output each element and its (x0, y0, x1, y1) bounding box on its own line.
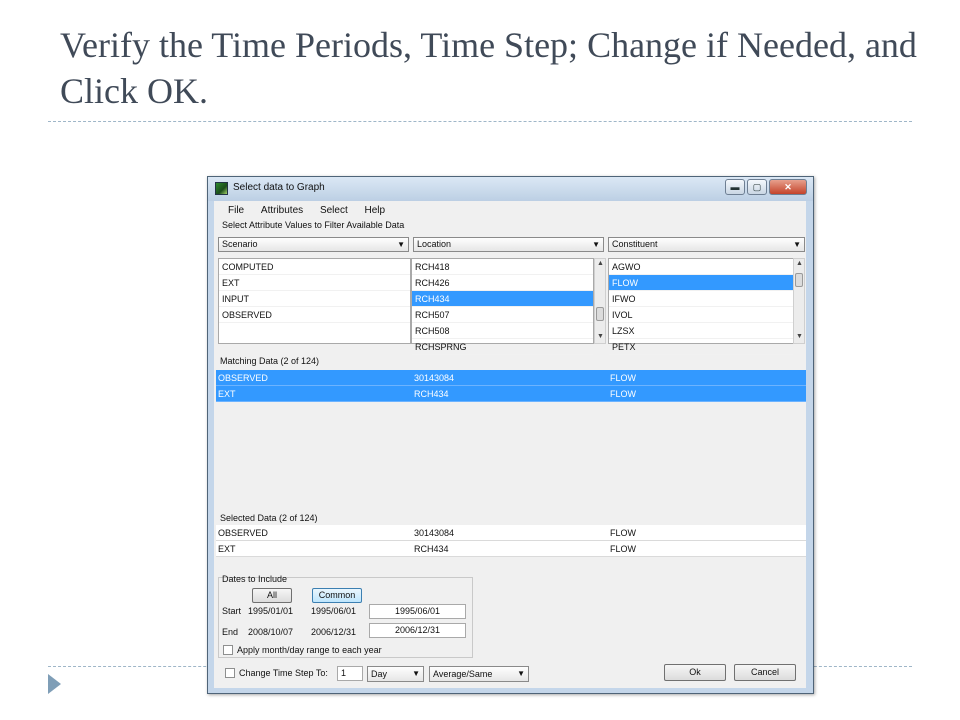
bullet-arrow-icon (48, 674, 61, 694)
constituent-dropdown-label: Constituent (612, 239, 658, 249)
select-data-dialog (207, 176, 814, 694)
chevron-down-icon: ▼ (397, 240, 405, 249)
constituent-dropdown[interactable] (608, 237, 805, 252)
chevron-down-icon: ▼ (517, 669, 525, 678)
chevron-down-icon: ▼ (592, 240, 600, 249)
selected-data-label: Selected Data (2 of 124) (220, 513, 318, 523)
menu-bar (214, 205, 385, 219)
title-bar[interactable] (208, 177, 813, 201)
scenario-list[interactable] (218, 258, 411, 344)
change-timestep-label: Change Time Step To: (239, 668, 328, 678)
menu-select[interactable]: Select (319, 205, 348, 216)
location-dropdown[interactable] (413, 237, 604, 252)
table-row[interactable] (216, 370, 806, 386)
cell-constituent: FLOW (610, 373, 636, 383)
scenario-dropdown[interactable] (218, 237, 409, 252)
constituent-item[interactable]: AGWO (609, 259, 793, 275)
constituent-item[interactable]: PETX (609, 339, 793, 355)
start-all-date: 1995/01/01 (248, 606, 294, 616)
constituent-item[interactable]: IVOL (609, 307, 793, 323)
scroll-thumb[interactable] (596, 307, 604, 321)
ok-button[interactable]: Ok (664, 664, 726, 681)
menu-help[interactable]: Help (364, 205, 386, 216)
cell-constituent: FLOW (610, 528, 636, 538)
cell-constituent: FLOW (610, 544, 636, 554)
table-row[interactable] (216, 386, 806, 402)
close-button[interactable]: ✕ (769, 179, 807, 195)
timestep-value-field[interactable]: 1 (337, 666, 363, 681)
cell-location: RCH434 (414, 544, 449, 554)
scroll-up-icon[interactable]: ▲ (597, 260, 604, 267)
start-label: Start (222, 606, 242, 616)
location-item[interactable]: RCHSPRNG (412, 339, 593, 355)
cell-constituent: FLOW (610, 389, 636, 399)
apply-range-label: Apply month/day range to each year (237, 645, 382, 655)
timestep-unit-dropdown[interactable] (367, 666, 424, 682)
end-common-date: 2006/12/31 (311, 627, 357, 637)
location-item[interactable]: RCH426 (412, 275, 593, 291)
constituent-item[interactable]: IFWO (609, 291, 793, 307)
start-common-date: 1995/06/01 (311, 606, 357, 616)
constituent-item-selected[interactable]: FLOW (609, 275, 793, 291)
scenario-item[interactable]: EXT (219, 275, 410, 291)
location-item[interactable]: RCH508 (412, 323, 593, 339)
cell-scenario: OBSERVED (218, 373, 268, 383)
cell-scenario: EXT (218, 544, 236, 554)
window-title: Select data to Graph (233, 182, 325, 193)
cell-scenario: EXT (218, 389, 236, 399)
selected-data-grid[interactable] (216, 525, 806, 567)
scenario-item[interactable]: COMPUTED (219, 259, 410, 275)
menu-attributes[interactable]: Attributes (260, 205, 304, 216)
start-date-field[interactable]: 1995/06/01 (369, 604, 466, 619)
chevron-down-icon: ▼ (412, 669, 420, 678)
menu-file[interactable]: File (228, 205, 245, 216)
table-row[interactable] (216, 541, 806, 557)
scenario-dropdown-label: Scenario (222, 239, 258, 249)
common-dates-button[interactable]: Common (312, 588, 362, 603)
scroll-down-icon[interactable]: ▼ (597, 333, 604, 340)
scroll-thumb[interactable] (795, 273, 803, 287)
scroll-up-icon[interactable]: ▲ (796, 260, 803, 267)
slide-title: Verify the Time Periods, Time Step; Change if Needed, and Click OK. (60, 25, 917, 111)
scroll-down-icon[interactable]: ▼ (796, 333, 803, 340)
location-scrollbar[interactable] (594, 258, 606, 344)
filter-hint: Select Attribute Values to Filter Available Data (222, 220, 405, 230)
cell-scenario: OBSERVED (218, 528, 268, 538)
title-divider (48, 121, 912, 122)
matching-data-label: Matching Data (2 of 124) (220, 356, 320, 366)
location-dropdown-label: Location (417, 239, 452, 249)
matching-data-grid[interactable] (216, 370, 806, 505)
location-item[interactable]: RCH418 (412, 259, 593, 275)
timestep-method-dropdown[interactable] (429, 666, 529, 682)
scenario-item[interactable]: INPUT (219, 291, 410, 307)
timestep-unit-value: Day (371, 669, 388, 679)
constituent-item[interactable]: LZSX (609, 323, 793, 339)
all-dates-button[interactable]: All (252, 588, 292, 603)
cell-location: RCH434 (414, 389, 449, 399)
constituent-scrollbar[interactable] (793, 258, 805, 344)
location-item[interactable]: RCH507 (412, 307, 593, 323)
app-icon (215, 182, 228, 195)
chevron-down-icon: ▼ (793, 240, 801, 249)
scenario-item[interactable]: OBSERVED (219, 307, 410, 323)
end-date-field[interactable]: 2006/12/31 (369, 623, 466, 638)
end-label: End (222, 627, 239, 637)
location-list[interactable] (411, 258, 594, 352)
cell-location: 30143084 (414, 528, 455, 538)
apply-range-checkbox[interactable] (223, 645, 233, 655)
location-item-selected[interactable]: RCH434 (412, 291, 593, 307)
constituent-list[interactable] (608, 258, 794, 352)
timestep-method-value: Average/Same (433, 669, 493, 679)
table-row[interactable] (216, 525, 806, 541)
dates-group-label: Dates to Include (222, 574, 288, 584)
end-all-date: 2008/10/07 (248, 627, 294, 637)
cell-location: 30143084 (414, 373, 455, 383)
change-timestep-checkbox[interactable] (225, 668, 235, 678)
minimize-button[interactable]: ▬ (725, 179, 745, 195)
maximize-button[interactable]: ▢ (747, 179, 767, 195)
cancel-button[interactable]: Cancel (734, 664, 796, 681)
